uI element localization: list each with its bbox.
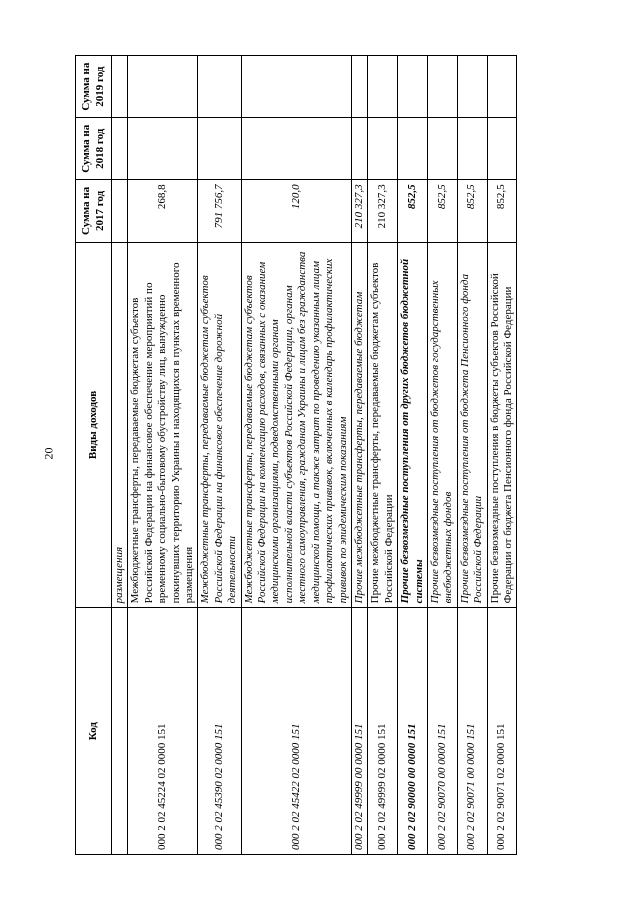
header-sum-2018: Сумма на 2018 год bbox=[76, 118, 112, 180]
table-row bbox=[398, 56, 428, 855]
cell-sum-2019 bbox=[398, 56, 428, 118]
cell-sum-2019 bbox=[351, 56, 367, 118]
cell-income-type: Межбюджетные трансферты, передаваемые бюджетам субъектов Российской Федерации на финансовое обеспечение дорожной деятельности bbox=[198, 242, 241, 608]
cell-income-type: Прочие безвозмездные поступления от бюджетов государственных внебюджетных фондов bbox=[427, 242, 457, 608]
cell-sum-2018 bbox=[351, 118, 367, 180]
cell-sum-2017 bbox=[112, 180, 128, 242]
cell-sum-2019 bbox=[198, 56, 241, 118]
table-row bbox=[198, 56, 241, 855]
cell-income-type: Прочие безвозмездные поступления в бюджеты субъектов Российской Федерации от бюджета Пенсионного фонда Российской Федерации bbox=[487, 242, 517, 608]
table-row bbox=[368, 56, 398, 855]
cell-sum-2018 bbox=[112, 118, 128, 180]
header-code: Код bbox=[76, 608, 112, 855]
cell-sum-2018 bbox=[427, 118, 457, 180]
cell-code: 000 2 02 90000 00 0000 151 bbox=[398, 608, 428, 855]
cell-income-type: Межбюджетные трансферты, передаваемые бюджетам субъектов Российской Федерации на компенсацию расходов, связанных с оказанием медицинскими организациями, подведомственными органам исполнительной власти субъектов Российской Федерации, органам местного самоуправления, гражданам Украины и лицам без гражданства медицинской помощи, а также затрат по проведению указанным лицам профилактических прививок, включенных в календарь профилактических прививок по эпидемическим показаниям bbox=[241, 242, 351, 608]
cell-income-type: Прочие межбюджетные трансферты, передаваемые бюджетам субъектов Российской Федерации bbox=[368, 242, 398, 608]
cell-sum-2019 bbox=[487, 56, 517, 118]
table-row bbox=[241, 56, 351, 855]
cell-sum-2017: 852,5 bbox=[427, 180, 457, 242]
header-income-type: Виды доходов bbox=[76, 242, 112, 608]
table-header-row bbox=[76, 56, 112, 855]
income-table-frame bbox=[75, 55, 560, 855]
cell-sum-2019 bbox=[241, 56, 351, 118]
cell-sum-2018 bbox=[241, 118, 351, 180]
cell-income-type: размещения bbox=[112, 242, 128, 608]
cell-sum-2018 bbox=[398, 118, 428, 180]
table-row bbox=[427, 56, 457, 855]
cell-income-type: Прочие межбюджетные трансферты, передаваемые бюджетам bbox=[351, 242, 367, 608]
cell-code: 000 2 02 45422 02 0000 151 bbox=[241, 608, 351, 855]
cell-sum-2018 bbox=[368, 118, 398, 180]
table-row bbox=[351, 56, 367, 855]
cell-sum-2018 bbox=[487, 118, 517, 180]
cell-sum-2018 bbox=[457, 118, 487, 180]
cell-code: 000 2 02 45224 02 0000 151 bbox=[128, 608, 198, 855]
cell-sum-2017: 852,5 bbox=[487, 180, 517, 242]
table-body bbox=[112, 56, 517, 855]
rotated-table-container bbox=[75, 55, 560, 855]
income-table bbox=[75, 55, 517, 855]
table-row bbox=[112, 56, 128, 855]
table-row bbox=[457, 56, 487, 855]
cell-income-type: Межбюджетные трансферты, передаваемые бюджетам субъектов Российской Федерации на финансовое обеспечение мероприятий по временному социально-бытовому обустройству лиц, вынужденно покинувших территорию Украины и находящихся в пунктах временного размещения bbox=[128, 242, 198, 608]
page-number: 20 bbox=[41, 447, 56, 460]
cell-sum-2017: 210 327,3 bbox=[368, 180, 398, 242]
cell-code: 000 2 02 45390 02 0000 151 bbox=[198, 608, 241, 855]
cell-sum-2017: 852,5 bbox=[398, 180, 428, 242]
cell-sum-2018 bbox=[198, 118, 241, 180]
cell-income-type: Прочие безвозмездные поступления от бюджета Пенсионного фонда Российской Федерации bbox=[457, 242, 487, 608]
cell-sum-2017: 268,8 bbox=[128, 180, 198, 242]
header-sum-2017: Сумма на 2017 год bbox=[76, 180, 112, 242]
cell-code: 000 2 02 49999 02 0000 151 bbox=[368, 608, 398, 855]
cell-sum-2019 bbox=[457, 56, 487, 118]
cell-sum-2017: 210 327,3 bbox=[351, 180, 367, 242]
cell-sum-2019 bbox=[368, 56, 398, 118]
cell-code: 000 2 02 90071 00 0000 151 bbox=[457, 608, 487, 855]
cell-code: 000 2 02 49999 00 0000 151 bbox=[351, 608, 367, 855]
cell-sum-2018 bbox=[128, 118, 198, 180]
cell-sum-2019 bbox=[112, 56, 128, 118]
table-row bbox=[487, 56, 517, 855]
cell-code: 000 2 02 90070 00 0000 151 bbox=[427, 608, 457, 855]
cell-sum-2019 bbox=[128, 56, 198, 118]
cell-sum-2017: 120,0 bbox=[241, 180, 351, 242]
cell-sum-2017: 852,5 bbox=[457, 180, 487, 242]
cell-code bbox=[112, 608, 128, 855]
cell-sum-2019 bbox=[427, 56, 457, 118]
cell-sum-2017: 791 756,7 bbox=[198, 180, 241, 242]
cell-income-type: Прочие безвозмездные поступления от других бюджетов бюджетной системы bbox=[398, 242, 428, 608]
cell-code: 000 2 02 90071 02 0000 151 bbox=[487, 608, 517, 855]
table-row bbox=[128, 56, 198, 855]
header-sum-2019: Сумма на 2019 год bbox=[76, 56, 112, 118]
